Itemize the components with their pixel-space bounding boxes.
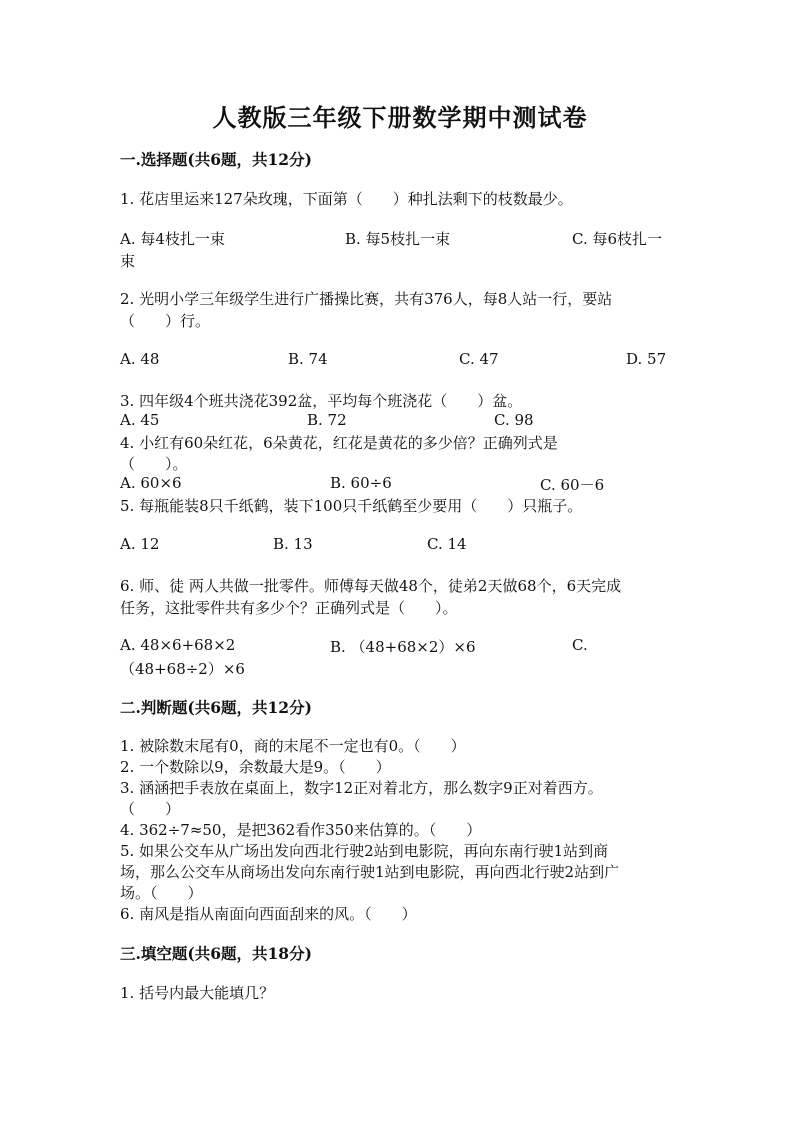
option-a: A. 48×6+68×2 [120, 636, 236, 654]
judge-question: 1. 被除数末尾有0，商的末尾不一定也有0。（ ） [120, 737, 466, 755]
option-b: B. 60÷6 [330, 474, 392, 492]
option-c: C. 60－6 [540, 476, 605, 494]
option-b: B. 13 [273, 535, 313, 553]
question-text: 5. 每瓶能装8只千纸鹤，装下100只千纸鹤至少要用（ ）只瓶子。 [120, 497, 583, 515]
fill-question: 1. 括号内最大能填几？ [120, 984, 275, 1002]
section-heading-judge: 二.判断题(共6题，共12分) [120, 698, 312, 717]
option-c: C. 98 [494, 411, 534, 429]
question-text: 6. 师、徒 两人共做一批零件。师傅每天做48个，徒弟2天做68个，6天完成 [120, 577, 622, 595]
judge-question-cont: 场，那么公交车从商场出发向东南行驶1站到电影院，再向西北行驶2站到广 [120, 863, 620, 881]
option-a: A. 12 [120, 535, 160, 553]
option-a: A. 48 [120, 350, 160, 368]
question-text: 1. 花店里运来127朵玫瑰，下面第（ ）种扎法剩下的枝数最少。 [120, 190, 573, 208]
section-heading-choice: 一.选择题(共6题，共12分) [120, 150, 312, 169]
judge-question: 5. 如果公交车从广场出发向西北行驶2站到电影院，再向东南行驶1站到商 [120, 842, 609, 860]
option-b: B. 每5枝扎一束 [345, 230, 451, 248]
option-b: B. （48+68×2）×6 [330, 638, 476, 656]
option-b: B. 74 [288, 350, 328, 368]
question-text-cont: 任务，这批零件共有多少个？正确列式是（ ）。 [120, 599, 458, 617]
question-text-cont: （ ）。 [120, 455, 188, 473]
option-c-wrap: （48+68÷2）×6 [120, 660, 245, 678]
option-c: C. 47 [459, 350, 499, 368]
option-d: D. 57 [626, 350, 667, 368]
judge-question: 6. 南风是指从南面向西面刮来的风。（ ） [120, 905, 417, 923]
question-text: 3. 四年级4个班共浇花392盆，平均每个班浇花（ ）盆。 [120, 392, 523, 410]
question-text: 2. 光明小学三年级学生进行广播操比赛，共有376人，每8人站一行，要站 [120, 290, 613, 308]
option-a: A. 60×6 [120, 474, 182, 492]
exam-title: 人教版三年级下册数学期中测试卷 [212, 103, 588, 132]
judge-question: 4. 362÷7≈50，是把362看作350来估算的。（ ） [120, 821, 482, 839]
judge-question-cont: 场。（ ） [120, 884, 203, 902]
option-b: B. 72 [307, 411, 347, 429]
option-c: C. 每6枝扎一 [572, 230, 663, 248]
option-c: C. [572, 636, 588, 654]
judge-question: 2. 一个数除以9，余数最大是9。（ ） [120, 758, 391, 776]
judge-question-cont: （ ） [120, 800, 181, 818]
judge-question: 3. 涵涵把手表放在桌面上，数字12正对着北方，那么数字9正对着西方。 [120, 779, 603, 797]
question-text-cont: （ ）行。 [120, 312, 211, 330]
option-c-wrap: 束 [120, 252, 136, 270]
option-a: A. 每4枝扎一束 [120, 230, 225, 248]
question-text: 4. 小红有60朵红花，6朵黄花，红花是黄花的多少倍？正确列式是 [120, 434, 558, 452]
option-c: C. 14 [427, 535, 467, 553]
section-heading-fill: 三.填空题(共6题，共18分) [120, 944, 312, 963]
option-a: A. 45 [120, 411, 160, 429]
